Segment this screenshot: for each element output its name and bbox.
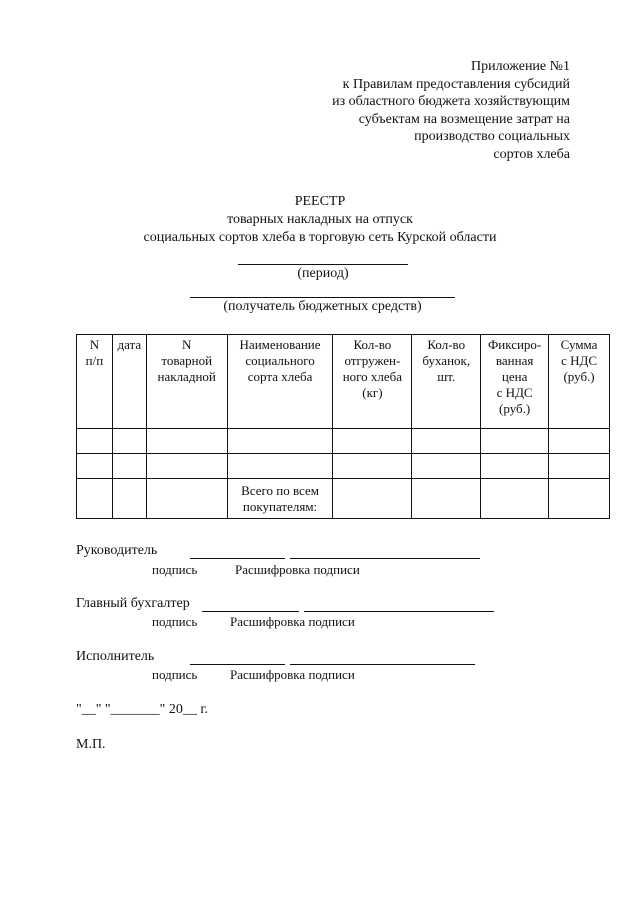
header-cell-number: N п/п xyxy=(77,335,113,429)
decode-caption: Расшифровка подписи xyxy=(230,614,355,629)
stamp-place: М.П. xyxy=(76,737,106,752)
header-cell-bread-name: Наименование социального сорта хлеба xyxy=(227,335,333,429)
executor-decode-line[interactable] xyxy=(290,664,475,665)
appendix-line: субъектам на возмещение затрат на xyxy=(358,111,570,127)
accountant-decode-line[interactable] xyxy=(304,611,494,612)
head-decode-line[interactable] xyxy=(290,558,480,559)
table-cell[interactable] xyxy=(481,429,549,454)
appendix-line: Приложение №1 xyxy=(471,59,570,74)
table-cell[interactable] xyxy=(333,454,412,479)
registry-table xyxy=(76,334,610,519)
table-cell[interactable] xyxy=(549,454,610,479)
recipient-label: (получатель бюджетных средств) xyxy=(223,299,422,314)
decode-caption: Расшифровка подписи xyxy=(230,667,355,682)
title-line: социальных сортов хлеба в торговую сеть Курской области xyxy=(143,230,497,245)
table-total-row xyxy=(77,479,610,519)
recipient-field-line[interactable] xyxy=(190,297,455,298)
document-title xyxy=(90,193,550,247)
executor-signature-line[interactable] xyxy=(190,664,285,665)
appendix-line: производство социальных xyxy=(414,129,570,144)
appendix-line: из областного бюджета хозяйствующим xyxy=(332,94,570,109)
table-cell[interactable] xyxy=(112,454,146,479)
header-cell-weight: Кол-во отгружен- ного хлеба (кг) xyxy=(333,335,412,429)
table-cell[interactable] xyxy=(412,454,481,479)
table-row xyxy=(77,454,610,479)
accountant-label: Главный бухгалтер xyxy=(76,596,190,611)
table-cell[interactable] xyxy=(481,479,549,519)
header-cell-date: дата xyxy=(112,335,146,429)
table-cell[interactable] xyxy=(227,454,333,479)
sign-caption: подпись xyxy=(152,667,198,682)
title-line: товарных накладных на отпуск xyxy=(227,212,413,227)
appendix-note xyxy=(250,58,570,163)
total-label-cell: Всего по всем покупателям: xyxy=(227,479,333,519)
table-cell[interactable] xyxy=(227,429,333,454)
table-row xyxy=(77,429,610,454)
table-cell[interactable] xyxy=(333,479,412,519)
appendix-line: сортов хлеба xyxy=(493,146,570,162)
period-label: (период) xyxy=(297,266,349,281)
table-cell[interactable] xyxy=(333,429,412,454)
table-cell[interactable] xyxy=(112,429,146,454)
sign-caption: подпись xyxy=(152,562,198,577)
table-cell[interactable] xyxy=(77,454,113,479)
table-cell xyxy=(112,479,146,519)
title-heading: РЕЕСТР xyxy=(294,194,346,209)
executor-label: Исполнитель xyxy=(76,649,155,664)
header-cell-sum: Сумма с НДС (руб.) xyxy=(549,335,610,429)
table-cell xyxy=(77,479,113,519)
table-cell xyxy=(146,479,227,519)
appendix-line: к Правилам предоставления субсидий xyxy=(342,76,570,92)
sign-caption: подпись xyxy=(152,614,198,629)
head-signature-line[interactable] xyxy=(190,558,285,559)
head-label: Руководитель xyxy=(76,543,158,558)
table-header-row xyxy=(77,335,610,429)
table-cell[interactable] xyxy=(412,429,481,454)
table-cell[interactable] xyxy=(481,454,549,479)
date-field[interactable]: "__" "_______" 20__ г. xyxy=(76,702,209,717)
table-cell[interactable] xyxy=(549,479,610,519)
period-field-line[interactable] xyxy=(238,264,408,265)
header-cell-price: Фиксиро- ванная цена с НДС (руб.) xyxy=(481,335,549,429)
table-cell[interactable] xyxy=(412,479,481,519)
header-cell-loaves: Кол-во буханок, шт. xyxy=(412,335,481,429)
table-cell[interactable] xyxy=(77,429,113,454)
table-cell[interactable] xyxy=(549,429,610,454)
table-cell[interactable] xyxy=(146,454,227,479)
table-cell[interactable] xyxy=(146,429,227,454)
accountant-signature-line[interactable] xyxy=(202,611,299,612)
header-cell-invoice: N товарной накладной xyxy=(146,335,227,429)
decode-caption: Расшифровка подписи xyxy=(235,562,360,577)
